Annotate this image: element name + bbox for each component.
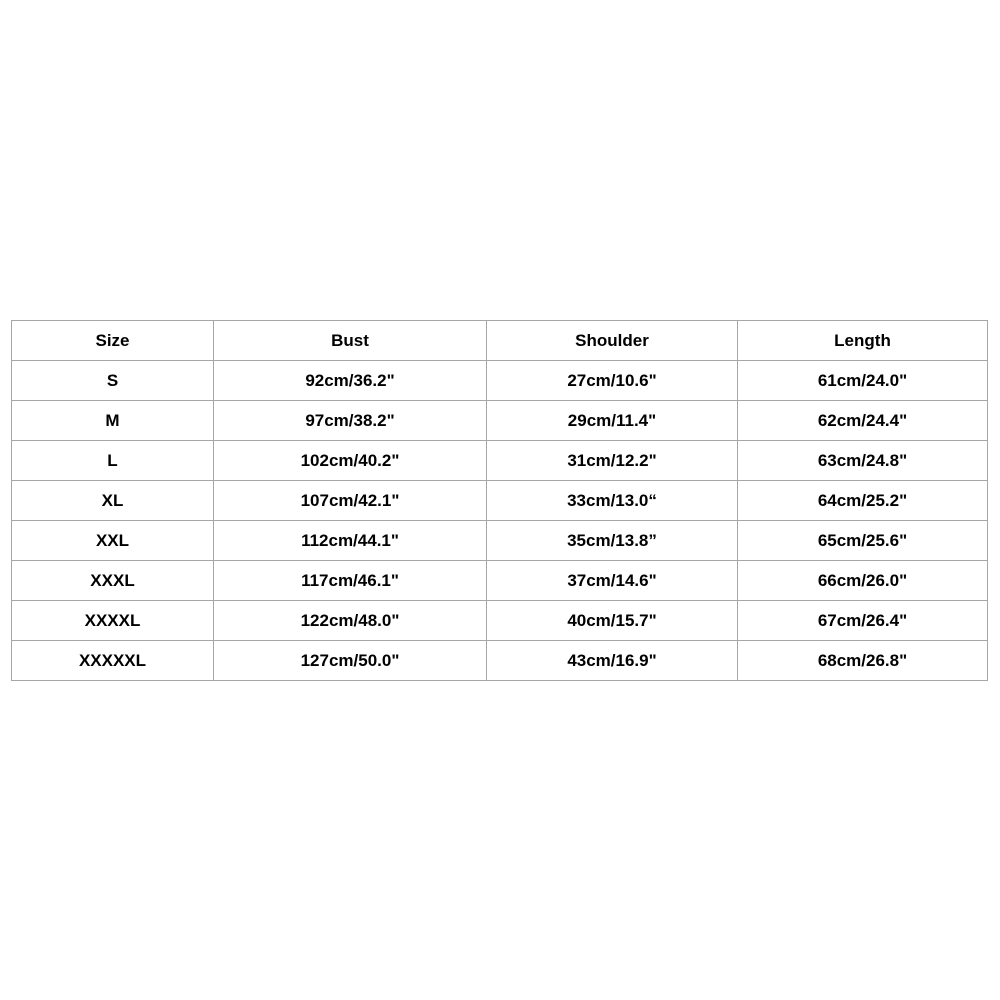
table-row xyxy=(12,361,988,401)
length-cell: 66cm/26.0" xyxy=(738,561,988,601)
header-length: Length xyxy=(738,321,988,361)
header-size: Size xyxy=(12,321,214,361)
size-cell: XXXXL xyxy=(12,601,214,641)
size-cell: S xyxy=(12,361,214,401)
length-cell: 68cm/26.8" xyxy=(738,641,988,681)
size-cell: XL xyxy=(12,481,214,521)
size-cell: XXXL xyxy=(12,561,214,601)
shoulder-cell: 35cm/13.8” xyxy=(487,521,738,561)
length-cell: 67cm/26.4" xyxy=(738,601,988,641)
length-cell: 65cm/25.6" xyxy=(738,521,988,561)
size-cell: M xyxy=(12,401,214,441)
table-row xyxy=(12,561,988,601)
bust-cell: 122cm/48.0" xyxy=(214,601,487,641)
bust-cell: 97cm/38.2" xyxy=(214,401,487,441)
shoulder-cell: 43cm/16.9" xyxy=(487,641,738,681)
length-cell: 64cm/25.2" xyxy=(738,481,988,521)
header-shoulder: Shoulder xyxy=(487,321,738,361)
size-cell: L xyxy=(12,441,214,481)
size-cell: XXXXXL xyxy=(12,641,214,681)
table-row xyxy=(12,481,988,521)
bust-cell: 112cm/44.1" xyxy=(214,521,487,561)
bust-cell: 107cm/42.1" xyxy=(214,481,487,521)
size-cell: XXL xyxy=(12,521,214,561)
header-bust: Bust xyxy=(214,321,487,361)
table-header-row xyxy=(12,321,988,361)
length-cell: 61cm/24.0" xyxy=(738,361,988,401)
shoulder-cell: 31cm/12.2" xyxy=(487,441,738,481)
shoulder-cell: 33cm/13.0“ xyxy=(487,481,738,521)
size-chart-table xyxy=(11,320,988,681)
table-row xyxy=(12,401,988,441)
length-cell: 63cm/24.8" xyxy=(738,441,988,481)
bust-cell: 92cm/36.2" xyxy=(214,361,487,401)
bust-cell: 102cm/40.2" xyxy=(214,441,487,481)
table-row xyxy=(12,521,988,561)
bust-cell: 127cm/50.0" xyxy=(214,641,487,681)
length-cell: 62cm/24.4" xyxy=(738,401,988,441)
shoulder-cell: 37cm/14.6" xyxy=(487,561,738,601)
shoulder-cell: 27cm/10.6" xyxy=(487,361,738,401)
shoulder-cell: 40cm/15.7" xyxy=(487,601,738,641)
table-row xyxy=(12,641,988,681)
bust-cell: 117cm/46.1" xyxy=(214,561,487,601)
shoulder-cell: 29cm/11.4" xyxy=(487,401,738,441)
table-row xyxy=(12,441,988,481)
table-row xyxy=(12,601,988,641)
